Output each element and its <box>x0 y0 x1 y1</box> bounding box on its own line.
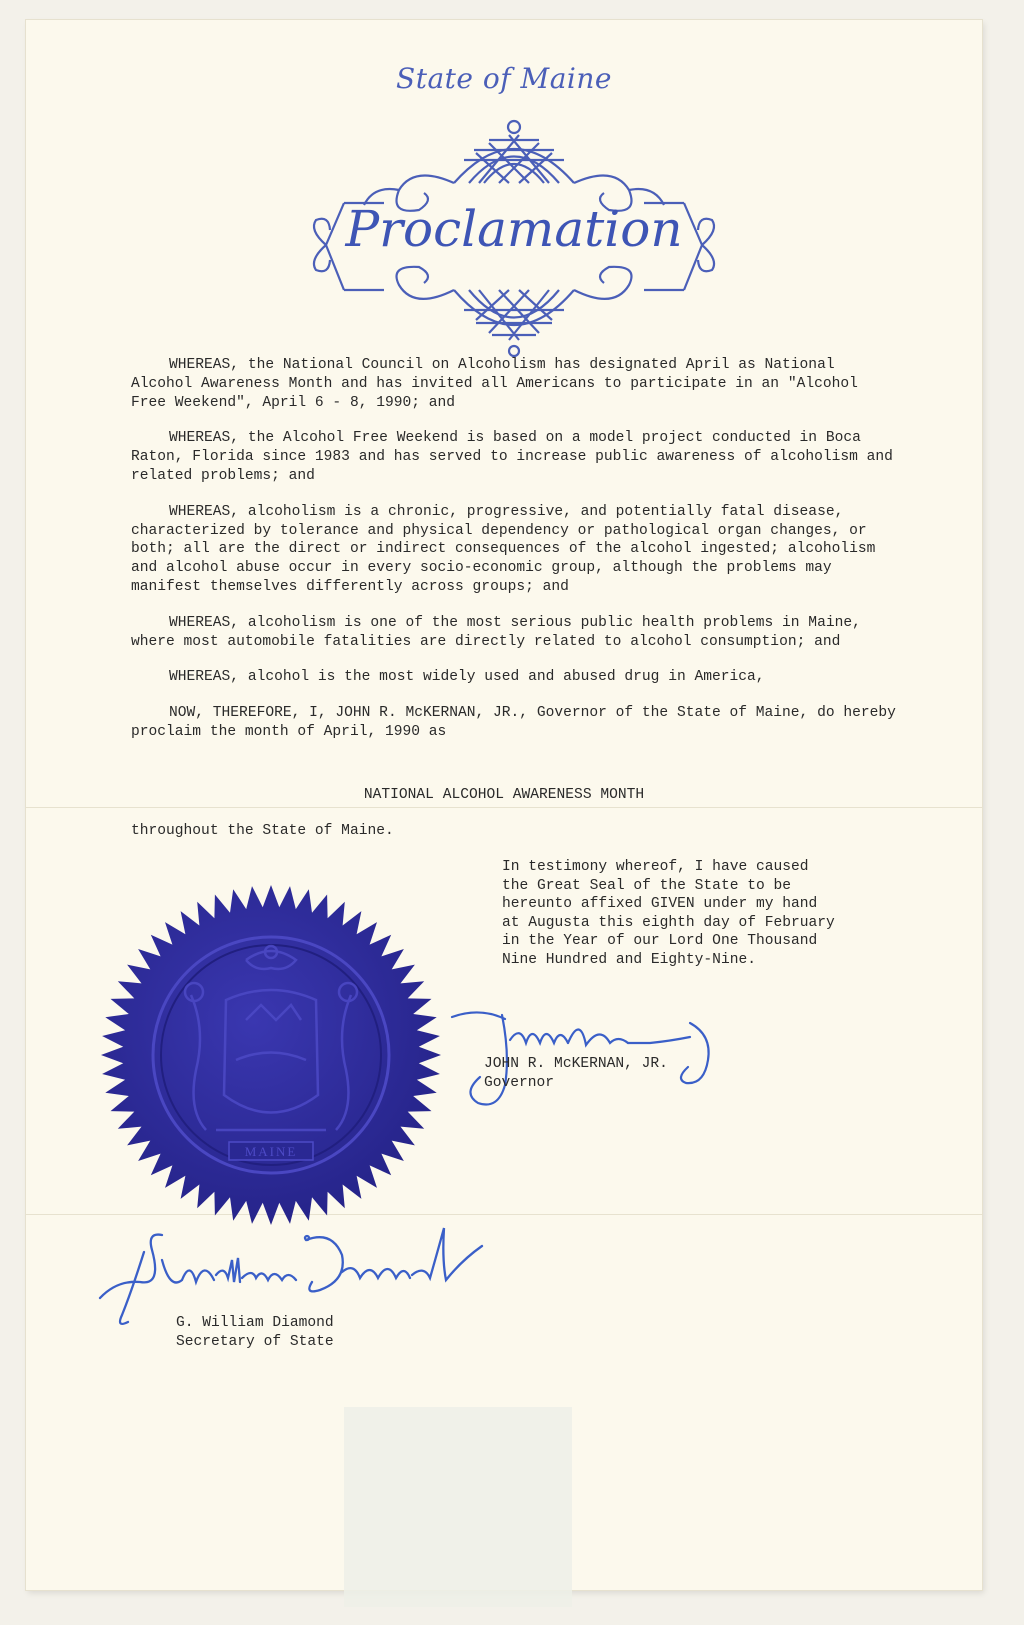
throughout-line: throughout the State of Maine. <box>131 823 394 839</box>
fold-line <box>26 807 982 808</box>
whereas-paragraph: WHEREAS, alcohol is the most widely used and abused drug in America, <box>169 669 765 686</box>
governor-title: Governor <box>484 1075 555 1091</box>
secretary-signer <box>176 1314 334 1352</box>
testimony-text: In testimony whereof, I have caused the Great Seal of the State to be hereunto affixed GIVEN under my hand at Augusta this eighth day of February in the Year of our Lord One Thousand Nine Hundred and Eighty-Nine. <box>502 859 835 968</box>
great-seal <box>96 880 446 1230</box>
seal-inscription: MAINE <box>244 1144 298 1159</box>
state-title: State of Maine <box>396 62 612 95</box>
whereas-paragraph: WHEREAS, alcoholism is a chronic, progressive, and potentially fatal disease, characterized by tolerance and physical dependency or pathological organ changes, or both; all are the direct or indirect consequences of the alcohol ingested; alcoholism and alcohol abuse occur in every socio-economic group, although the problems may manifest themselves differently across groups; and <box>131 503 876 595</box>
whereas-paragraph: WHEREAS, the National Council on Alcoholism has designated April as National Alcohol Awareness Month and has invited all Americans to participate in an "Alcohol Free Weekend", April 6 - 8, 1990; and <box>131 357 858 411</box>
secretary-title: Secretary of State <box>176 1334 334 1350</box>
whereas-clauses <box>131 356 901 759</box>
governor-signer <box>484 1055 668 1093</box>
proclamation-crest <box>304 105 724 365</box>
governor-name: JOHN R. McKERNAN, JR. <box>484 1056 668 1072</box>
proclamation-document <box>26 20 982 1590</box>
declaration-heading: NATIONAL ALCOHOL AWARENESS MONTH <box>363 787 645 803</box>
secretary-name: G. William Diamond <box>176 1315 334 1331</box>
paper-discoloration <box>344 1407 572 1607</box>
proclaim-paragraph: NOW, THEREFORE, I, JOHN R. McKERNAN, JR., Governor of the State of Maine, do hereby proclaim the month of April, 1990 as <box>131 705 896 740</box>
seal-icon <box>96 880 446 1230</box>
proclamation-title: Proclamation <box>345 200 683 258</box>
whereas-paragraph: WHEREAS, alcoholism is one of the most serious public health problems in Maine, where most automobile fatalities are directly related to alcohol consumption; and <box>131 614 861 650</box>
whereas-paragraph: WHEREAS, the Alcohol Free Weekend is based on a model project conducted in Boca Raton, Florida since 1983 and has served to increase public awareness of alcoholism and related problems; and <box>131 430 893 484</box>
